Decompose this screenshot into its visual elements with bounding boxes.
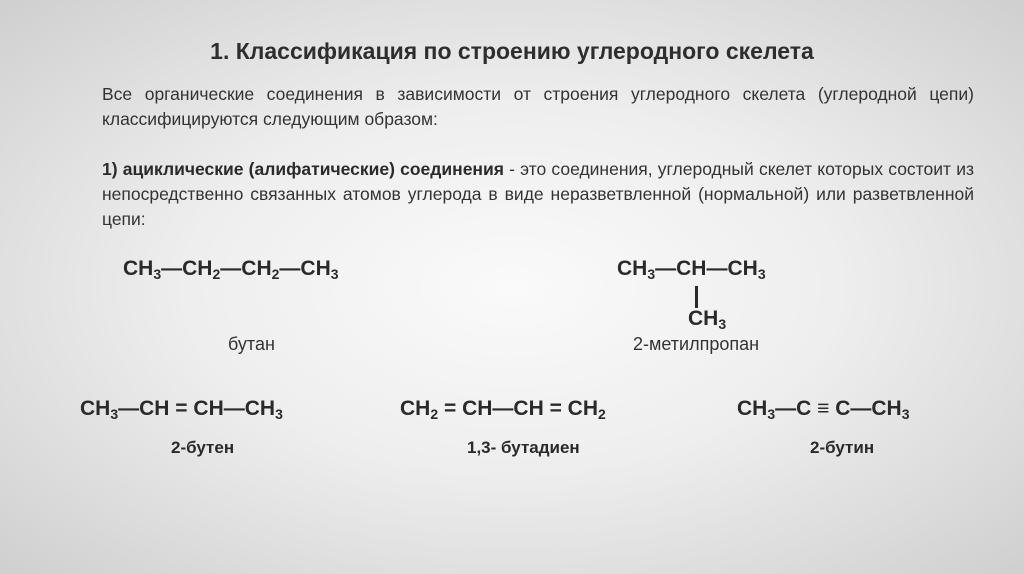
methylpropane-label: 2-метилпропан — [633, 334, 760, 354]
acyclic-term: 1) ациклические (алифатические) соединения — [102, 159, 504, 179]
intro-paragraph: Все органические соединения в зависимости от строения углеродного скелета (углеродной цепи) классифицируются следующим образом: — [102, 84, 974, 129]
acyclic-definition — [70, 157, 974, 232]
butadiene-formula: $CH_2$ = CH—CH = $CH_2$ — [400, 397, 606, 422]
methylpropane-branch-group: $CH_3$ — [688, 307, 727, 332]
butyne-formula: $CH_3—C$ ≡ $C—CH_3$ — [737, 397, 910, 422]
butane-formula: $CH_3—CH_2—CH_2—CH_3$ — [123, 257, 339, 282]
butadiene-label: 1,3- бутадиен — [467, 438, 580, 457]
acyclic-definition-text: - это соединения, углеродный скелет которых состоит из непосредственно связанных атомов углерода в виде неразветвленной (нормальной) или разветвленной цепи: — [102, 159, 974, 229]
butyne-label: 2-бутин — [810, 438, 875, 457]
butane-label: бутан — [228, 334, 275, 354]
butene-formula: $CH_3—CH$ = $CH—CH_3$ — [80, 397, 283, 422]
methylpropane-formula: $CH_3—CH—CH_3$ — [617, 257, 766, 282]
butene-label: 2-бутен — [171, 438, 235, 457]
page-title: 1. Классификация по строению углеродного скелета — [210, 38, 814, 64]
methylpropane-branch-bond — [695, 286, 698, 308]
